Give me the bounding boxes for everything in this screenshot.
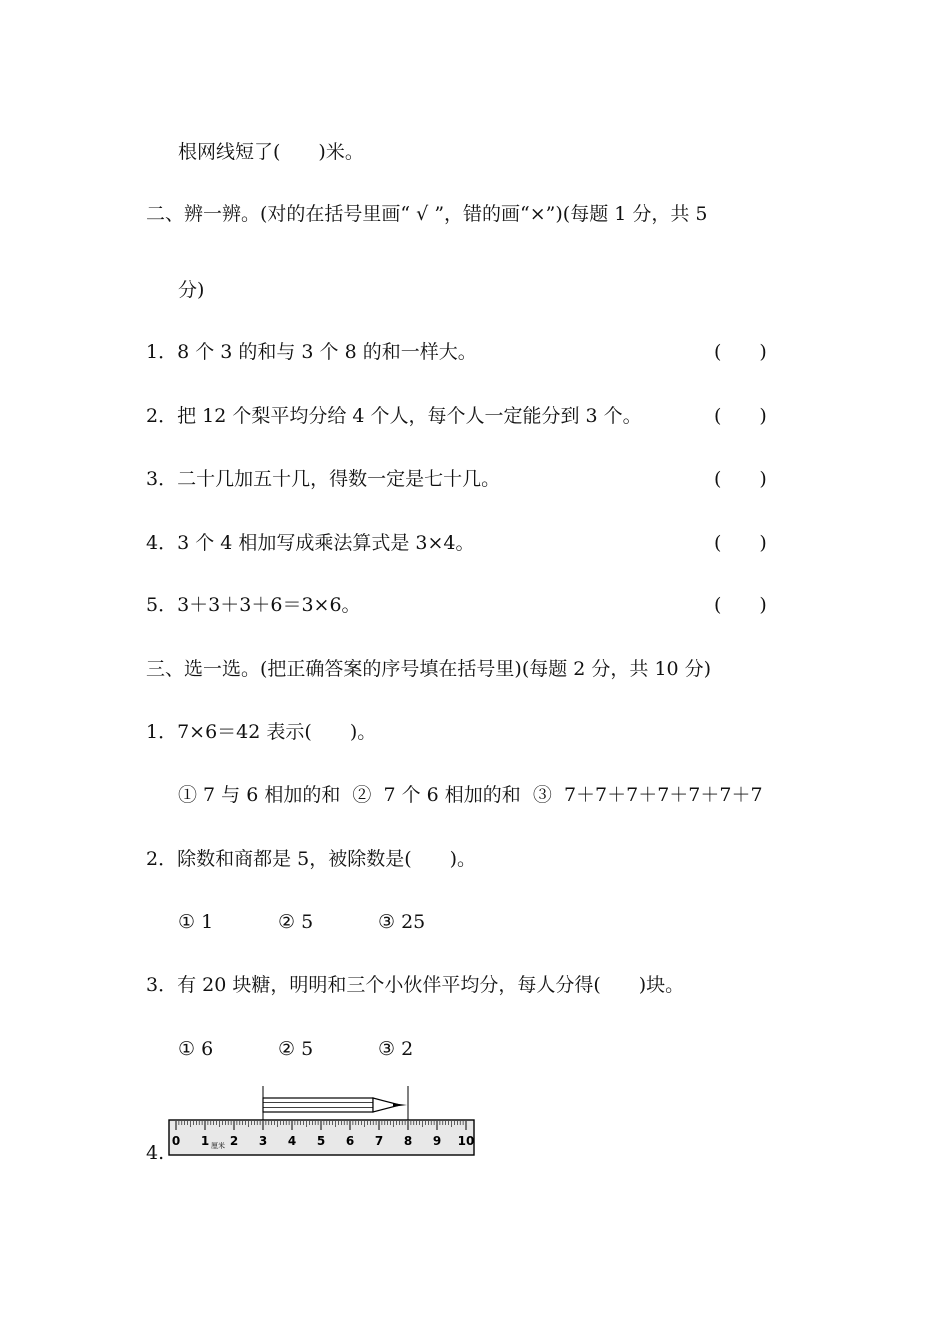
ruler-number: 7 <box>374 1134 384 1148</box>
question-1: 1．7×6＝42 表示( )。 <box>146 721 377 743</box>
question-2-option-1: ① 1 <box>178 911 214 933</box>
section2-title: 二、辨一辨。(对的在括号里画“ √ ”，错的画“×”)(每题 1 分，共 5 <box>146 203 708 225</box>
ruler-unit-label: 厘米 <box>211 1142 225 1150</box>
question-3-option-3: ③ 2 <box>378 1038 414 1060</box>
question-2: 2．除数和商都是 5，被除数是( )。 <box>146 848 477 870</box>
pencil-icon <box>263 1098 407 1112</box>
question-3: 3．有 20 块糖，明明和三个小伙伴平均分，每人分得( )块。 <box>146 974 685 996</box>
section3-title: 三、选一选。(把正确答案的序号填在括号里)(每题 2 分，共 10 分) <box>146 658 712 680</box>
ruler-number: 1 <box>200 1134 210 1148</box>
ruler-number: 8 <box>403 1134 413 1148</box>
ruler-number: 9 <box>432 1134 442 1148</box>
ruler-number: 2 <box>229 1134 239 1148</box>
ruler-number: 3 <box>258 1134 268 1148</box>
judge-item-5: 5．3＋3＋3＋6＝3×6。 <box>146 594 361 616</box>
question-3-option-2: ② 5 <box>278 1038 314 1060</box>
ruler-number: 0 <box>171 1134 181 1148</box>
judge-item-3: 3．二十几加五十几，得数一定是七十几。 <box>146 468 501 490</box>
judge-answer-paren-4[interactable]: ( ) <box>714 532 767 554</box>
question-4-label: 4. <box>146 1142 165 1164</box>
ruler-pencil-figure <box>160 1082 480 1162</box>
ruler-number: 10 <box>457 1134 475 1148</box>
question-2-option-3: ③ 25 <box>378 911 426 933</box>
judge-answer-paren-3[interactable]: ( ) <box>714 468 767 490</box>
judge-answer-paren-5[interactable]: ( ) <box>714 594 767 616</box>
judge-answer-paren-1[interactable]: ( ) <box>714 341 767 363</box>
judge-item-2: 2．把 12 个梨平均分给 4 个人，每个人一定能分到 3 个。 <box>146 405 642 427</box>
ruler-number: 5 <box>316 1134 326 1148</box>
question-3-option-1: ① 6 <box>178 1038 214 1060</box>
judge-answer-paren-2[interactable]: ( ) <box>714 405 767 427</box>
ruler-number: 4 <box>287 1134 297 1148</box>
judge-item-1: 1．8 个 3 的和与 3 个 8 的和一样大。 <box>146 341 477 363</box>
judge-item-4: 4．3 个 4 相加写成乘法算式是 3×4。 <box>146 532 475 554</box>
section2-title-cont: 分) <box>178 279 205 301</box>
question-2-option-2: ② 5 <box>278 911 314 933</box>
carry-over-line: 根网线短了( )米。 <box>178 141 364 163</box>
ruler-number: 6 <box>345 1134 355 1148</box>
question-1-options: ① 7 与 6 相加的和 ② 7 个 6 相加的和 ③ 7＋7＋7＋7＋7＋7＋7 <box>178 784 763 806</box>
